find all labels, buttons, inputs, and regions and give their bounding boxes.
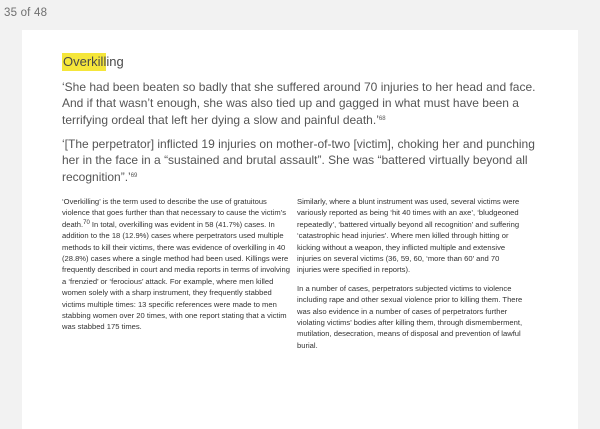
quote-text: ‘[The perpetrator] inflicted 19 injuries on mother-of-two [victim], choking her and punching her in the face in a “sustained and brutal assault”. She was “battered virtually beyond all recognition”.’ bbox=[62, 137, 535, 184]
section-heading bbox=[62, 54, 124, 70]
paragraph-text: ‘Overkilling’ is the term used to describe the use of gratuitous violence that goes further than that necessary to cause the victim’s death. bbox=[62, 197, 286, 229]
footnote-ref[interactable]: 70 bbox=[83, 219, 90, 226]
body-column-right bbox=[297, 196, 525, 358]
body-paragraph bbox=[62, 196, 290, 333]
pull-quote-2 bbox=[62, 136, 547, 185]
heading-rest: ing bbox=[106, 54, 124, 69]
quote-text: ‘She had been beaten so badly that she suffered around 70 injuries to her head and face. And if that wasn’t enough, she was also tied up and gagged in what must have been a terrifying ordeal that left her dying a slow and painful death.’ bbox=[62, 80, 536, 127]
search-highlight: Overkill bbox=[63, 54, 107, 69]
pull-quote-1 bbox=[62, 79, 547, 128]
paragraph-text: In total, overkilling was evident in 58 (41.7%) cases. In addition to the 18 (12.9%) cases where perpetrators used multiple methods to kill their victims, there was evidence of overkilling in 40 (28.8%) cases where a single method had been used. Killings were frequently described in court and media reports in terms of involving a ‘frenzied’ or ‘ferocious’ attack. For example, where men killed women solely with a sharp instrument, they frequently stabbed victims multiple times: 13 specific references were made to men stabbing women over 20 times, with one report stating that a victim was stabbed 175 times. bbox=[62, 219, 290, 332]
body-paragraph: In a number of cases, perpetrators subjected victims to violence including rape and other sexual violence prior to killing them. There was also evidence in a number of cases of perpetrators further violating victims’ bodies after killing them, through dismemberment, mutilation, desecration, means of disposal and prevention of lawful burial. bbox=[297, 283, 523, 350]
body-paragraph: Similarly, where a blunt instrument was used, several victims were variously reported as being ‘hit 40 times with an axe’, ‘bludgeoned repeatedly’, ‘battered virtually beyond all recognition’ and suffering ‘catastrophic head injuries’. Where men killed through hitting or kicking without a weapon, they inflicted multiple and extensive injuries on several victims (36, 59, 60, ‘more than 60’ and 70 injuries were specified in reports). bbox=[297, 197, 520, 275]
footnote-ref[interactable]: 69 bbox=[130, 172, 138, 179]
footnote-ref[interactable]: 68 bbox=[378, 115, 386, 122]
document-page bbox=[22, 30, 578, 429]
page-counter: 35 of 48 bbox=[4, 7, 48, 19]
body-column-left bbox=[62, 196, 290, 340]
